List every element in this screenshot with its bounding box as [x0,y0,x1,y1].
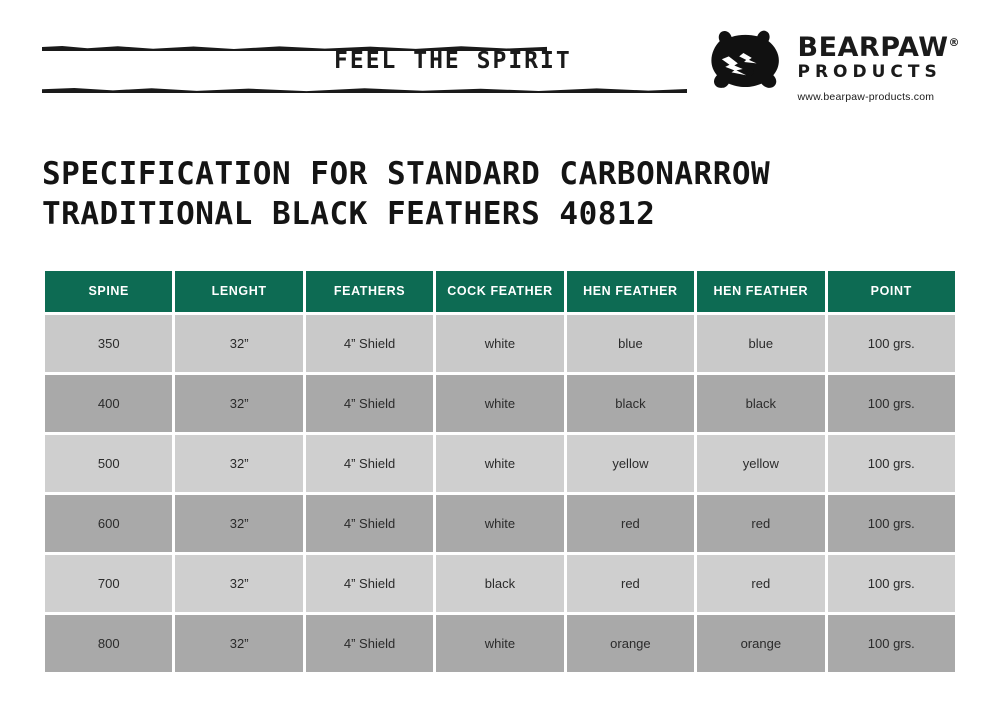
column-header-point: POINT [828,271,955,312]
column-header-cock-feather: COCK FEATHER [436,271,563,312]
cell-spine: 500 [45,435,172,492]
page-title-line-1: SPECIFICATION FOR STANDARD CARBONARROW [42,156,771,192]
cell-lenght: 32” [175,375,302,432]
cell-cock-feather: white [436,495,563,552]
cell-cock-feather: white [436,375,563,432]
bear-head-icon [700,30,784,94]
brand-subtitle: PRODUCTS [797,62,942,82]
specification-table [42,268,958,675]
table-body [45,315,955,672]
cell-feathers: 4” Shield [306,555,433,612]
cell-spine: 350 [45,315,172,372]
brand-lockup [700,30,961,103]
column-header-hen-feather-2: HEN FEATHER [697,271,824,312]
cell-point: 100 grs. [828,435,955,492]
cell-point: 100 grs. [828,615,955,672]
cell-cock-feather: white [436,315,563,372]
brand-name [798,34,961,61]
table-row [45,315,955,372]
table-row [45,555,955,612]
cell-feathers: 4” Shield [306,435,433,492]
cell-lenght: 32” [175,435,302,492]
cell-hen-feather-1: blue [567,315,694,372]
brush-rule-bottom [42,88,687,93]
table-row [45,375,955,432]
cell-hen-feather-1: red [567,555,694,612]
cell-feathers: 4” Shield [306,315,433,372]
specification-table-container [42,268,958,675]
cell-spine: 800 [45,615,172,672]
brand-name-text: BEARPAW [797,32,949,63]
cell-hen-feather-2: black [697,375,824,432]
table-row [45,615,955,672]
brand-text-block [798,30,961,103]
cell-hen-feather-2: red [697,495,824,552]
cell-point: 100 grs. [828,375,955,432]
cell-lenght: 32” [175,495,302,552]
cell-feathers: 4” Shield [306,375,433,432]
cell-cock-feather: black [436,555,563,612]
page-title-line-2: TRADITIONAL BLACK FEATHERS 40812 [42,196,656,233]
cell-hen-feather-2: red [697,555,824,612]
cell-spine: 600 [45,495,172,552]
cell-point: 100 grs. [828,555,955,612]
cell-feathers: 4” Shield [306,495,433,552]
cell-hen-feather-1: black [567,375,694,432]
tagline-block [42,32,702,108]
registered-mark: ® [948,36,960,49]
cell-point: 100 grs. [828,315,955,372]
cell-hen-feather-2: orange [697,615,824,672]
page-title [42,154,942,235]
cell-spine: 400 [45,375,172,432]
table-header [45,271,955,312]
cell-cock-feather: white [436,615,563,672]
page-header [0,0,1000,120]
cell-hen-feather-2: blue [697,315,824,372]
cell-hen-feather-1: red [567,495,694,552]
column-header-feathers: FEATHERS [306,271,433,312]
cell-lenght: 32” [175,315,302,372]
cell-point: 100 grs. [828,495,955,552]
cell-lenght: 32” [175,615,302,672]
cell-hen-feather-1: orange [567,615,694,672]
cell-cock-feather: white [436,435,563,492]
cell-hen-feather-1: yellow [567,435,694,492]
table-row [45,435,955,492]
column-header-hen-feather-1: HEN FEATHER [567,271,694,312]
table-header-row [45,271,955,312]
cell-hen-feather-2: yellow [697,435,824,492]
column-header-spine: SPINE [45,271,172,312]
cell-spine: 700 [45,555,172,612]
cell-lenght: 32” [175,555,302,612]
brand-website[interactable]: www.bearpaw-products.com [797,91,935,104]
cell-feathers: 4” Shield [306,615,433,672]
slogan-text: FEEL THE SPIRIT [334,48,572,74]
table-row [45,495,955,552]
column-header-lenght: LENGHT [175,271,302,312]
